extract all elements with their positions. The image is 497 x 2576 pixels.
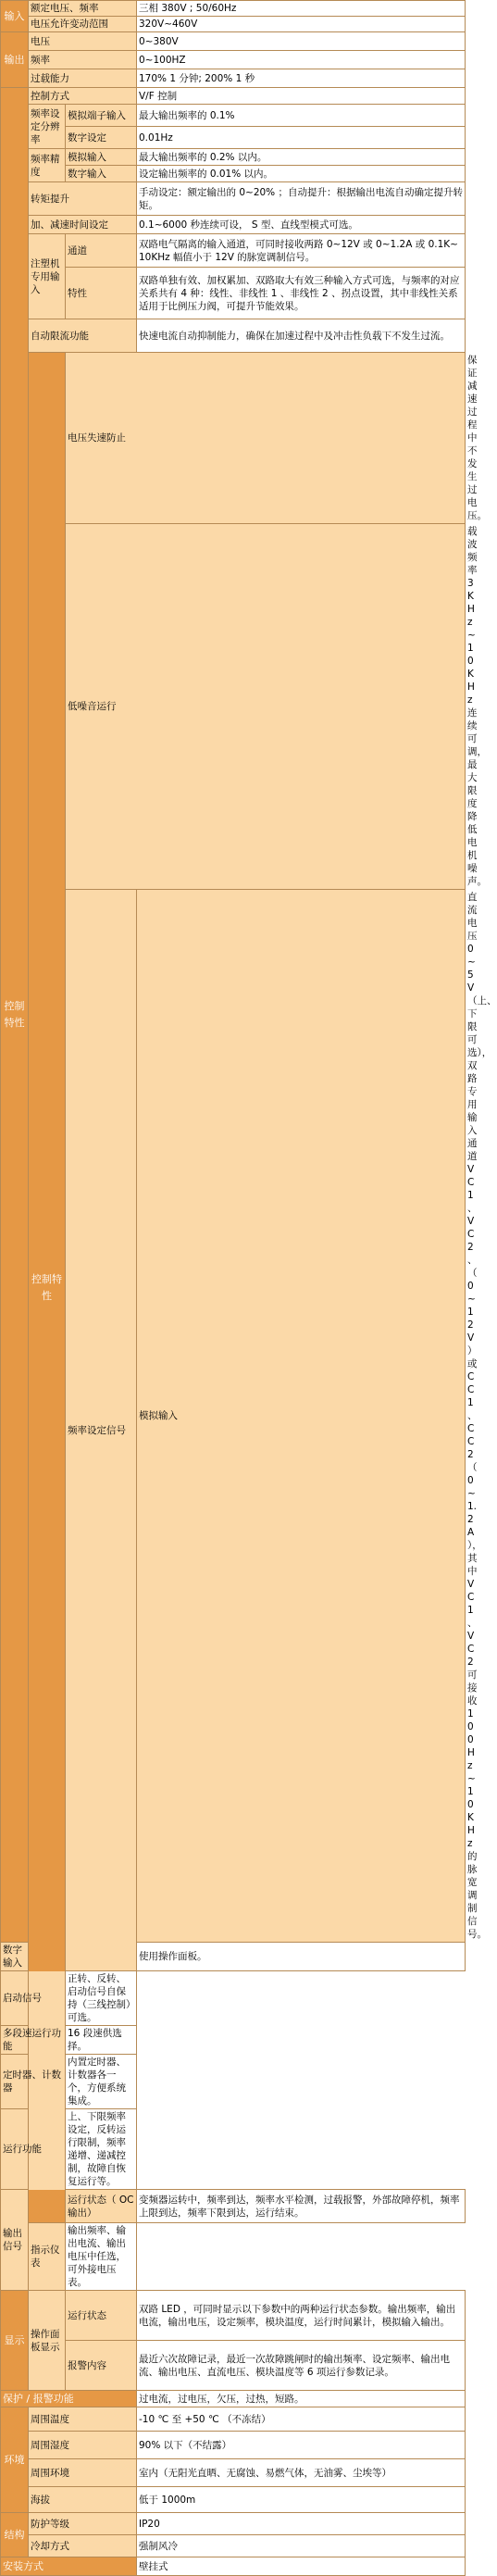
row-start bbox=[1, 1971, 466, 2026]
category-control: 控制特性 bbox=[1, 88, 29, 1943]
row-altitude bbox=[1, 2487, 466, 2513]
method-value: V/F 控制 bbox=[137, 88, 466, 105]
row-runfunc bbox=[1, 2109, 466, 2190]
row-res-analog bbox=[1, 105, 466, 127]
altitude-label: 海拔 bbox=[29, 2487, 137, 2513]
fs-digital-value: 使用操作面板。 bbox=[137, 1943, 466, 1971]
ambient-value: 室内（无阳光直晒、无腐蚀、易燃气体，无油雾、尘埃等） bbox=[137, 2459, 466, 2487]
multispeed-value: 16 段速供选择。 bbox=[66, 2026, 137, 2055]
res-analog-value: 最大输出频率的 0.1% bbox=[137, 105, 466, 127]
ip-value: IP20 bbox=[137, 2513, 466, 2535]
ambtemp-label: 周围温度 bbox=[29, 2407, 137, 2432]
timer-label: 定时器、计数器 bbox=[1, 2055, 66, 2109]
fluct-value: 320V~460V bbox=[137, 17, 466, 32]
alarm-value: 最近六次故障记录，最近一次故障跳闸时的输出频率、设定频率、输出电流、输出电压、直流电压、模块温度等 6 项运行参数记录。 bbox=[137, 2341, 466, 2391]
row-disp-run bbox=[1, 2291, 466, 2341]
row-rated bbox=[1, 1, 466, 17]
timer-value: 内置定时器、计数器各一个，方便系统集成。 bbox=[66, 2055, 137, 2109]
row-fs-analog: 频率设定信号 模拟输入 直流电压 0~5V （上、下限可选），双路专用输入通道 VC1 、VC2 、（ 0~12V ）或 CC1 、 CC2 （ 0~1.2A ）， 其中 VC1 、VC2 可接收 100Hz~10KHz 的脉宽调制信号。 bbox=[1, 890, 466, 1943]
row-prec-analog bbox=[1, 149, 466, 166]
install-label: 安装方式 bbox=[1, 2557, 137, 2576]
disp-run-label: 运行状态 bbox=[66, 2291, 137, 2341]
freq-value: 0~100HZ bbox=[137, 51, 466, 69]
row-freq bbox=[1, 51, 466, 69]
row-meter bbox=[1, 2223, 466, 2291]
row-humidity bbox=[1, 2432, 466, 2459]
row-ambient bbox=[1, 2459, 466, 2487]
row-protect bbox=[1, 2391, 466, 2407]
rated-label: 额定电压、频率 bbox=[29, 1, 137, 17]
panel-label: 操作面板显示 bbox=[29, 2291, 66, 2391]
row-lownoise: 低噪音运行 载波频率 3KHz ~ 10KHz 连续可调，最大限度降低电机噪声。 bbox=[1, 524, 466, 890]
prec-analog-value: 最大输出频率的 0.2% 以内。 bbox=[137, 149, 466, 166]
runstate-label: 运行状态（ OC 输出） bbox=[66, 2190, 137, 2223]
ambtemp-value: -10 ℃ 至 +50 ℃ （不冻结） bbox=[137, 2407, 466, 2432]
injection-label: 注塑机专用输入 bbox=[29, 234, 66, 319]
torque-label: 转矩提升 bbox=[29, 182, 137, 216]
row-ambtemp bbox=[1, 2407, 466, 2432]
row-alarm bbox=[1, 2341, 466, 2391]
disp-run-value: 双路 LED ，可同时显示以下参数中的两种运行状态参数。输出频率，输出电流，输出电压，设定频率，模块温度，运行时间累计，模拟输入输出。 bbox=[137, 2291, 466, 2341]
precision-label: 频率精度 bbox=[29, 149, 66, 182]
freqsig-label: 频率设定信号 bbox=[66, 890, 137, 1971]
category-env: 环境 bbox=[1, 2407, 29, 2513]
channel-label: 通道 bbox=[66, 234, 137, 268]
runfunc-value: 上、下限频率设定，反转运行限制，频率递增、递减控制，故障自恢复运行等。 bbox=[66, 2109, 137, 2190]
meter-label: 指示仪表 bbox=[29, 2223, 66, 2291]
row-torque bbox=[1, 182, 466, 216]
lownoise-label: 低噪音运行 bbox=[66, 524, 466, 890]
install-value: 壁挂式 bbox=[137, 2557, 466, 2576]
fluct-label: 电压允许变动范围 bbox=[29, 17, 137, 32]
res-digital-value: 0.01Hz bbox=[137, 127, 466, 149]
category-control-2: 控制特性 bbox=[29, 353, 66, 2223]
cooling-label: 冷却方式 bbox=[29, 2535, 137, 2557]
overload-label: 过载能力 bbox=[29, 69, 137, 88]
method-label: 控制方式 bbox=[29, 88, 137, 105]
row-cooling bbox=[1, 2535, 466, 2557]
volt-label: 电压 bbox=[29, 32, 137, 51]
row-ip bbox=[1, 2513, 466, 2535]
category-protect: 保护 / 报警功能 bbox=[1, 2391, 137, 2407]
prec-analog-label: 模拟输入 bbox=[66, 149, 137, 166]
res-digital-label: 数字设定 bbox=[66, 127, 137, 149]
res-analog-label: 模拟端子输入 bbox=[66, 105, 137, 127]
volt-value: 0~380V bbox=[137, 32, 466, 51]
feature-label: 特性 bbox=[66, 268, 137, 319]
prec-digital-label: 数字输入 bbox=[66, 166, 137, 182]
row-runstate bbox=[1, 2190, 466, 2223]
channel-value: 双路电气隔离的输入通道，可同时接收两路 0~12V 或 0~1.2A 或 0.1K~10KHz 幅值小于 12V 的脉宽调制信号。 bbox=[137, 234, 466, 268]
outsig-label: 输出信号 bbox=[1, 2190, 29, 2291]
resolution-label: 频率设定分辨率 bbox=[29, 105, 66, 149]
row-multispeed bbox=[1, 2026, 466, 2055]
accel-label: 加、减速时间设定 bbox=[29, 216, 137, 234]
feature-value: 双路单独有效、加权累加、双路取大有效三种输入方式可选，与频率的对应关系共有 4 种：线性、非线性 1 、非线性 2 、拐点设置，其中非线性关系适用于比例压力阀，可提升节能效果。 bbox=[137, 268, 466, 319]
row-currlimit bbox=[1, 319, 466, 353]
currlimit-label: 自动限流功能 bbox=[29, 319, 137, 353]
runfunc-label: 运行功能 bbox=[1, 2109, 66, 2190]
start-value: 正转、反转、启动信号自保持（三线控制）可选。 bbox=[66, 1971, 137, 2026]
runstate-value: 变频器运转中，频率到达，频率水平检测，过载报警，外部故障停机，频率上限到达，频率下限到达，运行结束。 bbox=[137, 2190, 466, 2223]
row-method bbox=[1, 88, 466, 105]
ip-label: 防护等级 bbox=[29, 2513, 137, 2535]
altitude-value: 低于 1000m bbox=[137, 2487, 466, 2513]
multispeed-label: 多段速运行功能 bbox=[1, 2026, 66, 2055]
alarm-label: 报警内容 bbox=[66, 2341, 137, 2391]
category-input: 输入 bbox=[1, 1, 29, 32]
rated-value: 三相 380V ; 50/60Hz bbox=[137, 1, 466, 17]
row-accel bbox=[1, 216, 466, 234]
fs-digital-label: 数字输入 bbox=[1, 1943, 29, 1971]
meter-value: 输出频率、输出电流、输出电压中任选，可外接电压表。 bbox=[66, 2223, 137, 2291]
humidity-value: 90% 以下（不结露） bbox=[137, 2432, 466, 2459]
row-install bbox=[1, 2557, 466, 2576]
category-struct: 结构 bbox=[1, 2513, 29, 2557]
row-fluct bbox=[1, 17, 466, 32]
protect-value: 过电流，过电压，欠压，过热，短路。 bbox=[137, 2391, 466, 2407]
ambient-label: 周围环境 bbox=[29, 2459, 137, 2487]
accel-value: 0.1~6000 秒连续可设， S 型、直线型模式可选。 bbox=[137, 216, 466, 234]
torque-value: 手动设定：额定输出的 0~20% ；自动提升：根据输出电流自动确定提升转矩。 bbox=[137, 182, 466, 216]
row-channel bbox=[1, 234, 466, 268]
row-feature bbox=[1, 268, 466, 319]
category-output: 输出 bbox=[1, 32, 29, 88]
prec-digital-value: 设定输出频率的 0.01% 以内。 bbox=[137, 166, 466, 182]
row-prec-digital bbox=[1, 166, 466, 182]
cooling-value: 强制风冷 bbox=[137, 2535, 466, 2557]
fs-analog-label: 模拟输入 bbox=[137, 890, 466, 1943]
freq-label: 频率 bbox=[29, 51, 137, 69]
start-label: 启动信号 bbox=[1, 1971, 66, 2026]
stall-label: 电压失速防止 bbox=[66, 353, 466, 524]
currlimit-value: 快速电流自动抑制能力，确保在加速过程中及冲击性负载下不发生过流。 bbox=[137, 319, 466, 353]
row-res-digital bbox=[1, 127, 466, 149]
row-stall: 控制特性 电压失速防止 保证减速过程中不发生过电压。 bbox=[1, 353, 466, 524]
humidity-label: 周围湿度 bbox=[29, 2432, 137, 2459]
row-timer bbox=[1, 2055, 466, 2109]
row-volt bbox=[1, 32, 466, 51]
overload-value: 170% 1 分钟; 200% 1 秒 bbox=[137, 69, 466, 88]
row-overload bbox=[1, 69, 466, 88]
category-display: 显示 bbox=[1, 2291, 29, 2391]
